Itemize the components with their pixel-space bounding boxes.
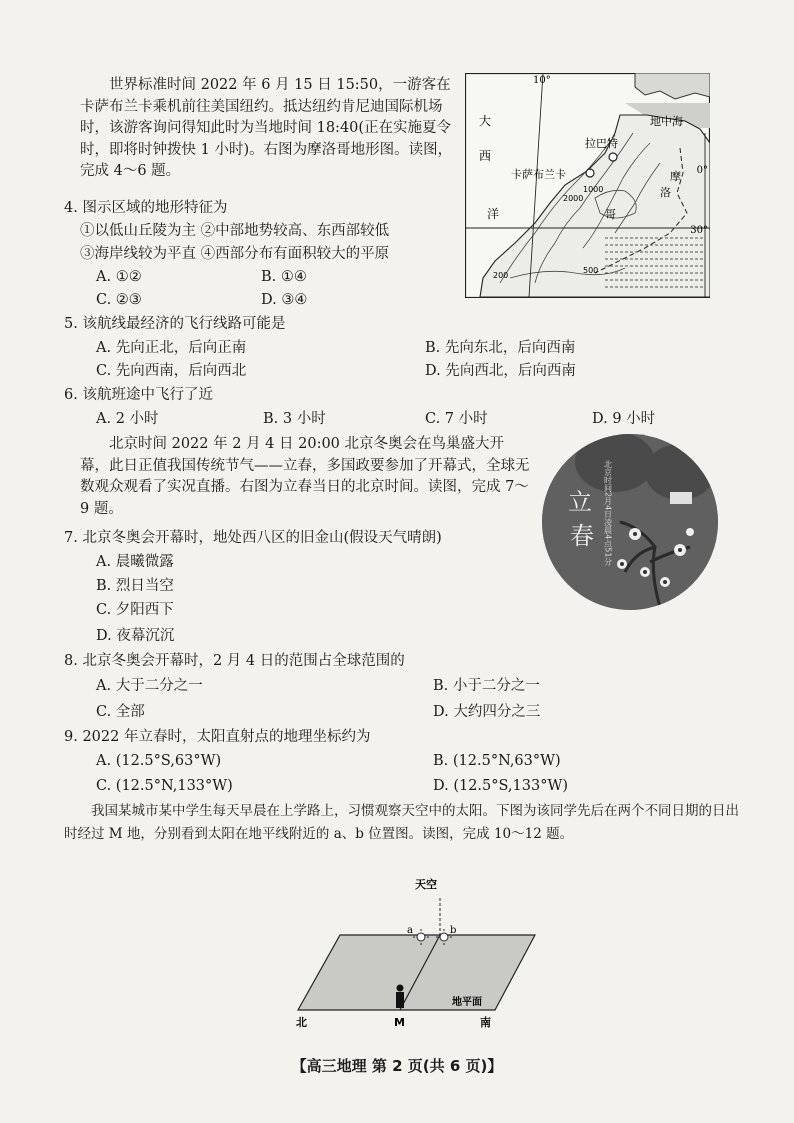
q8-option-a[interactable]: A. 大于二分之一	[96, 678, 203, 694]
label-a: a	[407, 925, 413, 936]
label-horizon: 地平面	[452, 997, 482, 1008]
q5-option-d[interactable]: D. 先向西北，后向西南	[425, 363, 576, 379]
label-south: 南	[480, 1016, 491, 1029]
map-sea-label: 地中海	[650, 115, 683, 128]
q5-option-a[interactable]: A. 先向正北，后向正南	[96, 340, 247, 356]
q5-option-c[interactable]: C. 先向西南，后向西北	[96, 363, 247, 379]
q4-option-a[interactable]: A. ①②	[96, 269, 142, 285]
map-ocean-char-3: 洋	[487, 207, 500, 221]
map-ocean-char-1: 大	[479, 114, 492, 128]
q7-option-a[interactable]: A. 晨曦微露	[96, 554, 174, 570]
q6-option-a[interactable]: A. 2 小时	[96, 411, 159, 427]
q5-stem: 5. 该航线最经济的飞行线路可能是	[64, 316, 286, 332]
map-country-char-3: 哥	[605, 208, 616, 221]
person-icon	[396, 985, 404, 1009]
passage-3: 我国某城市某中学生每天早晨在上学路上，习惯观察天空中的太阳。下图为该同学先后在两个不同日期的日出时经过 M 地，分别看到太阳在地平线附近的 a、b 位置图。读图，完成 10～12 题。	[64, 803, 739, 842]
label-sky: 天空	[415, 878, 437, 891]
passage-1: 世界标准时间 2022 年 6 月 15 日 15:50，一游客在卡萨布兰卡乘机前往美国纽约。抵达纽约肯尼迪国际机场时，该游客询问得知此时为当地时间 18:40(正在实施夏令时，即将时钟拨快 1 小时)。右图为摩洛哥地形图。读图，完成 4～6 题。	[80, 77, 453, 179]
q5-option-b[interactable]: B. 先向东北，后向西南	[425, 340, 576, 356]
q9-option-b[interactable]: B. (12.5°N,63°W)	[433, 753, 561, 769]
lichun-poster	[540, 432, 720, 612]
map-ocean-char-2: 西	[479, 149, 492, 163]
map-contour-200: 200	[493, 271, 509, 280]
map-city-casablanca: 卡萨布兰卡	[511, 168, 566, 181]
q4-line2: ③海岸线较为平直 ④西部分布有面积较大的平原	[80, 246, 390, 262]
label-north: 北	[296, 1016, 307, 1029]
q6-option-c[interactable]: C. 7 小时	[425, 411, 488, 427]
map-contour-500: 500	[583, 266, 599, 275]
passage-2: 北京时间 2022 年 2 月 4 日 20:00 北京冬奥会在鸟巢盛大开幕，此日正值我国传统节气——立春，多国政要参加了开幕式，全球无数观众观看了实况直播。右图为立春当日的北京时间。读图，完成 7～9 题。	[80, 436, 530, 517]
q4-stem: 4. 图示区域的地形特征为	[64, 200, 228, 216]
map-contour-2000: 2000	[563, 194, 584, 203]
map-lat-30: 30°	[690, 225, 708, 236]
q9-option-a[interactable]: A. (12.5°S,63°W)	[96, 753, 222, 769]
q4-option-c[interactable]: C. ②③	[96, 292, 142, 308]
q7-option-b[interactable]: B. 烈日当空	[96, 578, 174, 594]
q7-stem: 7. 北京冬奥会开幕时，地处西八区的旧金山(假设天气晴朗)	[64, 530, 442, 546]
map-lat-0: 0°	[696, 165, 708, 176]
q9-stem: 9. 2022 年立春时，太阳直射点的地理坐标约为	[64, 729, 371, 745]
poster-big-2: 春	[570, 522, 594, 550]
q4-option-d[interactable]: D. ③④	[261, 292, 308, 308]
sun-horizon-figure	[290, 870, 550, 1030]
map-contour-1000: 1000	[583, 185, 604, 194]
q7-option-c[interactable]: C. 夕阳西下	[96, 602, 174, 618]
q9-option-d[interactable]: D. (12.5°S,133°W)	[433, 778, 569, 794]
poster-big-1: 立	[568, 488, 592, 516]
map-city-rabat: 拉巴特	[585, 137, 618, 150]
q4-option-b[interactable]: B. ①④	[261, 269, 307, 285]
q8-option-c[interactable]: C. 全部	[96, 704, 145, 720]
map-country-char-2: 洛	[660, 186, 671, 199]
map-lon-label: 10°	[533, 75, 551, 86]
q9-option-c[interactable]: C. (12.5°N,133°W)	[96, 778, 233, 794]
label-m: M	[394, 1016, 405, 1029]
label-b: b	[450, 925, 457, 936]
q6-stem: 6. 该航班途中飞行了近	[64, 387, 213, 403]
morocco-map	[465, 73, 710, 298]
q4-line1: ①以低山丘陵为主 ②中部地势较高、东西部较低	[80, 223, 390, 239]
q6-option-b[interactable]: B. 3 小时	[263, 411, 326, 427]
q8-option-b[interactable]: B. 小于二分之一	[433, 678, 540, 694]
map-country-char-1: 摩	[670, 170, 681, 183]
q6-option-d[interactable]: D. 9 小时	[592, 411, 656, 427]
q7-option-d[interactable]: D. 夜幕沉沉	[96, 628, 175, 644]
poster-vertical-text: 北京时间2月4日凌晨4点51分	[603, 460, 613, 566]
page-footer: 【高三地理 第 2 页(共 6 页)】	[291, 1057, 503, 1075]
q8-stem: 8. 北京冬奥会开幕时，2 月 4 日的范围占全球范围的	[64, 653, 405, 669]
q8-option-d[interactable]: D. 大约四分之三	[433, 704, 541, 720]
